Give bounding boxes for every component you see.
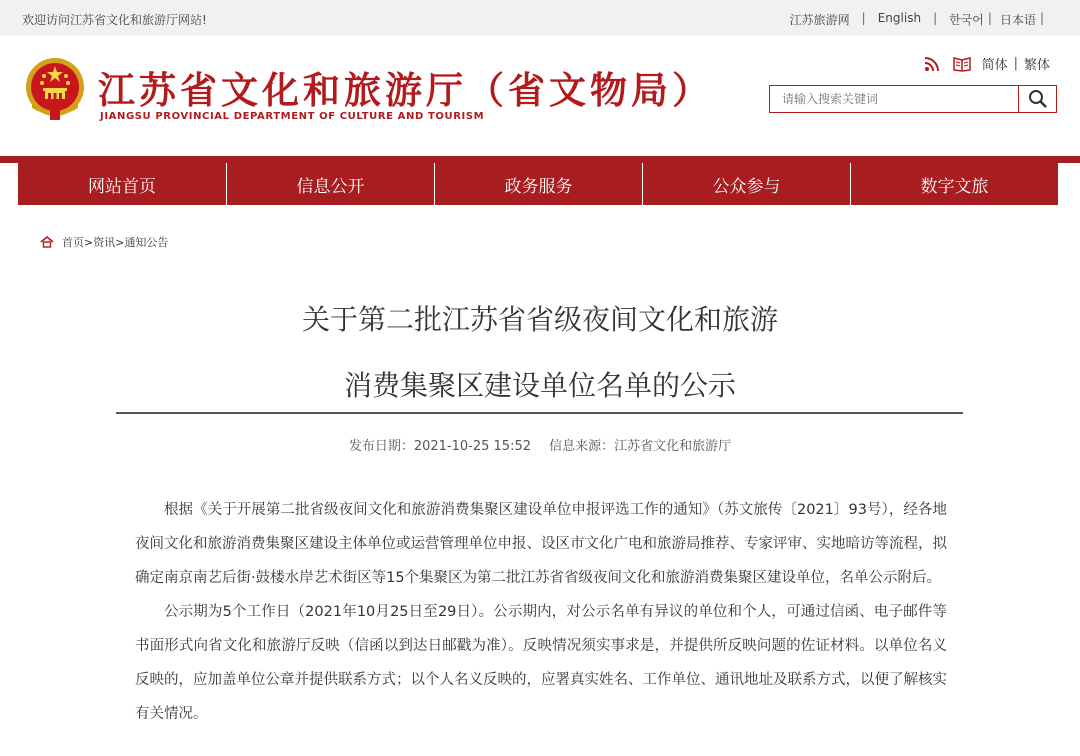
article-title-line-1: 关于第二批江苏省省级夜间文化和旅游 (301, 303, 778, 336)
divider: | (987, 11, 992, 25)
search-input[interactable] (770, 86, 1018, 112)
nav-item-government-services[interactable]: 政务服务 (434, 163, 642, 205)
header-tools (924, 54, 1050, 73)
breadcrumb-home[interactable]: 首页 (62, 236, 84, 249)
breadcrumb-separator: > (84, 235, 94, 249)
search-button[interactable] (1018, 86, 1056, 112)
link-japanese[interactable]: 日本语 (999, 13, 1036, 27)
article-body (135, 493, 947, 731)
simplified-chinese-link[interactable]: 简体 (981, 58, 1008, 73)
nav-item-home[interactable]: 网站首页 (18, 163, 226, 205)
link-jiangsu-tourism[interactable]: 江苏旅游网 (789, 13, 850, 27)
divider: | (861, 11, 866, 25)
breadcrumb-separator: > (115, 235, 125, 249)
search-box (769, 85, 1057, 113)
national-emblem-icon (24, 56, 86, 122)
site-header (0, 36, 1080, 156)
home-icon (40, 236, 54, 248)
top-bar (0, 0, 1080, 36)
nav-item-public-participation[interactable]: 公众参与 (642, 163, 850, 205)
site-title: 江苏省文化和旅游厅（省文物局） (98, 68, 713, 112)
site-subtitle: JIANGSU PROVINCIAL DEPARTMENT OF CULTURE AND TOURISM (100, 111, 485, 122)
rss-icon[interactable] (924, 56, 942, 72)
nav-item-digital-tourism[interactable]: 数字文旅 (850, 163, 1058, 205)
main-nav (0, 156, 1080, 206)
divider: | (1013, 56, 1018, 71)
search-icon (1028, 89, 1048, 109)
breadcrumb-notices[interactable]: 通知公告 (124, 236, 169, 249)
publish-date: 发布日期：2021-10-25 15:52 (348, 439, 531, 454)
info-source: 信息来源：江苏省文化和旅游厅 (549, 439, 732, 454)
traditional-chinese-link[interactable]: 繁体 (1023, 58, 1050, 73)
link-korean[interactable]: 한국어 (949, 13, 984, 27)
breadcrumb-news[interactable]: 资讯 (93, 236, 116, 249)
link-english[interactable]: English (877, 11, 922, 25)
breadcrumb (40, 234, 168, 250)
book-icon[interactable] (952, 56, 972, 72)
title-divider (116, 412, 963, 414)
nav-item-info-disclosure[interactable]: 信息公开 (226, 163, 434, 205)
article-paragraph: 公示期为5个工作日（2021年10月25日至29日）。公示期内，对公示名单有异议的单位和个人，可通过信函、电子邮件等书面形式向省文化和旅游厅反映（信函以到达日邮戳为准）。反映情况须实事求是，并提供所反映问题的佐证材料。以单位名义反映的，应加盖单位公章并提供联系方式；以个人名义反映的，应署真实姓名、工作单位、通讯地址及联系方式，以便了解核实有关情况。 (135, 604, 947, 722)
article-title-line-2: 消费集聚区建设单位名单的公示 (343, 369, 736, 402)
article-paragraph: 根据《关于开展第二批省级夜间文化和旅游消费集聚区建设单位申报评选工作的通知》（苏文旅传〔2021〕93号），经各地夜间文化和旅游消费集聚区建设主体单位或运营管理单位申报、设区市文化广电和旅游局推荐、专家评审、实地暗访等流程，拟确定南京南艺后街·鼓楼水岸艺术街区等15个集聚区为第二批江苏省省级夜间文化和旅游消费集聚区建设单位，名单公示附后。 (135, 502, 947, 586)
article-meta (0, 435, 1080, 454)
welcome-text: 欢迎访问江苏省文化和旅游厅网站! (22, 13, 207, 27)
divider: | (1039, 11, 1044, 25)
top-links (790, 11, 1052, 28)
nav-stripe (0, 156, 1080, 163)
divider: | (933, 11, 938, 25)
